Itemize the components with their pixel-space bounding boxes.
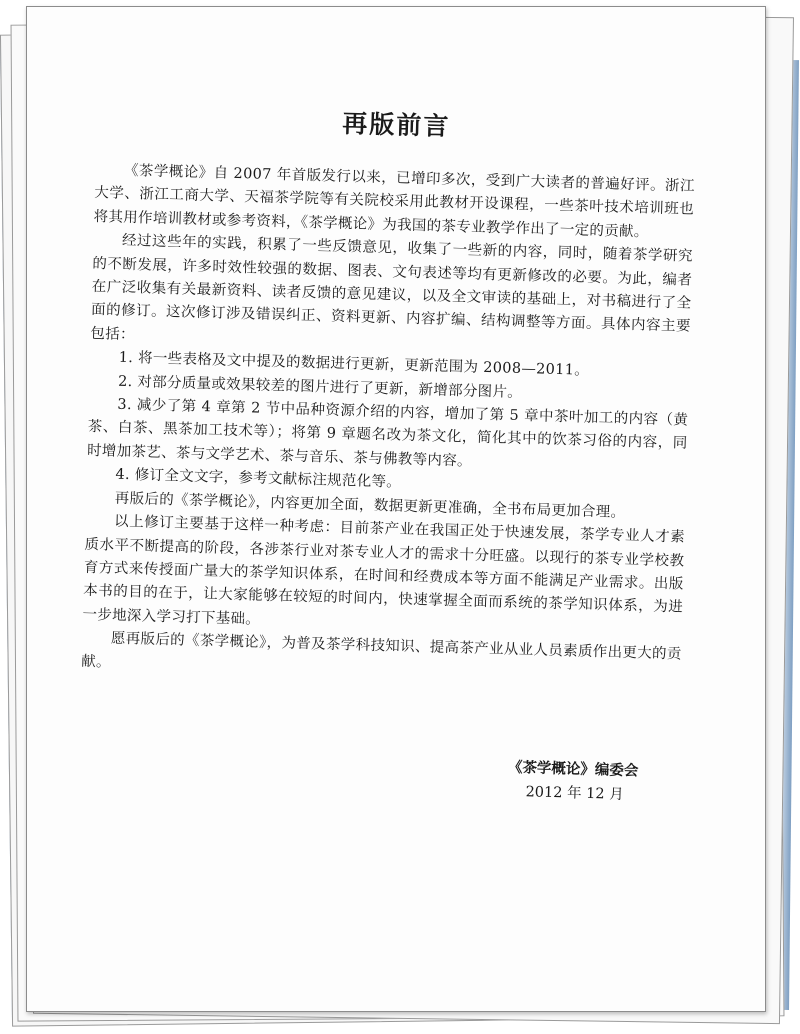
- list-item-2: 2. 对部分质量或效果较差的图片进行了更新，新增部分图片。: [117, 373, 523, 401]
- paragraph-wish: 愿再版后的《茶学概论》，为普及茶学科技知识、提高茶产业从业人员素质作出更大的贡献。: [81, 630, 682, 671]
- list-item-3: 3. 减少了第 4 章第 2 节中品种资源介绍的内容，增加了第 5 章中茶叶加工的内容（黄茶、白茶、黑茶加工技术等）；将第 9 章题名改为茶文化，简化其中的饮茶习俗的内容，同时增加茶艺、茶与文学艺术、茶与音乐、茶与佛教等内容。: [86, 396, 689, 470]
- page-title: 再版前言: [341, 108, 451, 141]
- paragraph-revision: 经过这些年的实践，积累了一些反馈意见，收集了一些新的内容，同时，随着茶学研究的不断发展，许多时效性较强的数据、图表、文句表述等均有更新修改的必要。为此，编者在广泛收集有关最新资料、读者反馈的意见建议，以及全文审读的基础上，对书稿进行了全面的修订。这次修订涉及错误纠正、资料更新、内容扩编、结构调整等方面。具体内容主要包括：: [90, 232, 693, 343]
- list-item-1: 1. 将一些表格及文中提及的数据进行更新，更新范围为 2008—2011。: [118, 349, 590, 380]
- paragraph-reason: 以上修订主要基于这样一种考虑：目前茶产业在我国正处于快速发展，茶学专业人才素质水平不断提高的阶段，各涉茶行业对茶专业人才的需求十分旺盛。以现行的茶专业学校教育方式来传授面广量大的茶学知识体系，在时间和经费成本等方面不能满足产业需求。出版本书的目的在于，让大家能够在较短的时间内，快速掌握全面而系统的茶学知识体系，为进一步地深入学习打下基础。: [82, 513, 686, 628]
- document-page: [26, 6, 766, 1012]
- signature-date: 2012 年 12 月: [525, 784, 624, 803]
- list-item-4: 4. 修订全文文字，参考文献标注规范化等。: [115, 466, 402, 491]
- paragraph-result: 再版后的《茶学概论》，内容更加全面，数据更新更准确，全书布局更加合理。: [114, 490, 626, 521]
- paragraph-intro: 《茶学概论》自 2007 年首版发行以来，已增印多次，受到广大读者的普遍好评。浙江大学、浙江工商大学、天福茶学院等有关院校采用此教材开设课程，一些茶叶技术培训班也将其用作培训教材或参考资料，《茶学概论》为我国的茶专业教学作出了一定的贡献。: [93, 162, 695, 241]
- signature-org: 《茶学概论》编委会: [507, 759, 639, 780]
- signature-block: [78, 744, 679, 809]
- page-content: [78, 97, 697, 808]
